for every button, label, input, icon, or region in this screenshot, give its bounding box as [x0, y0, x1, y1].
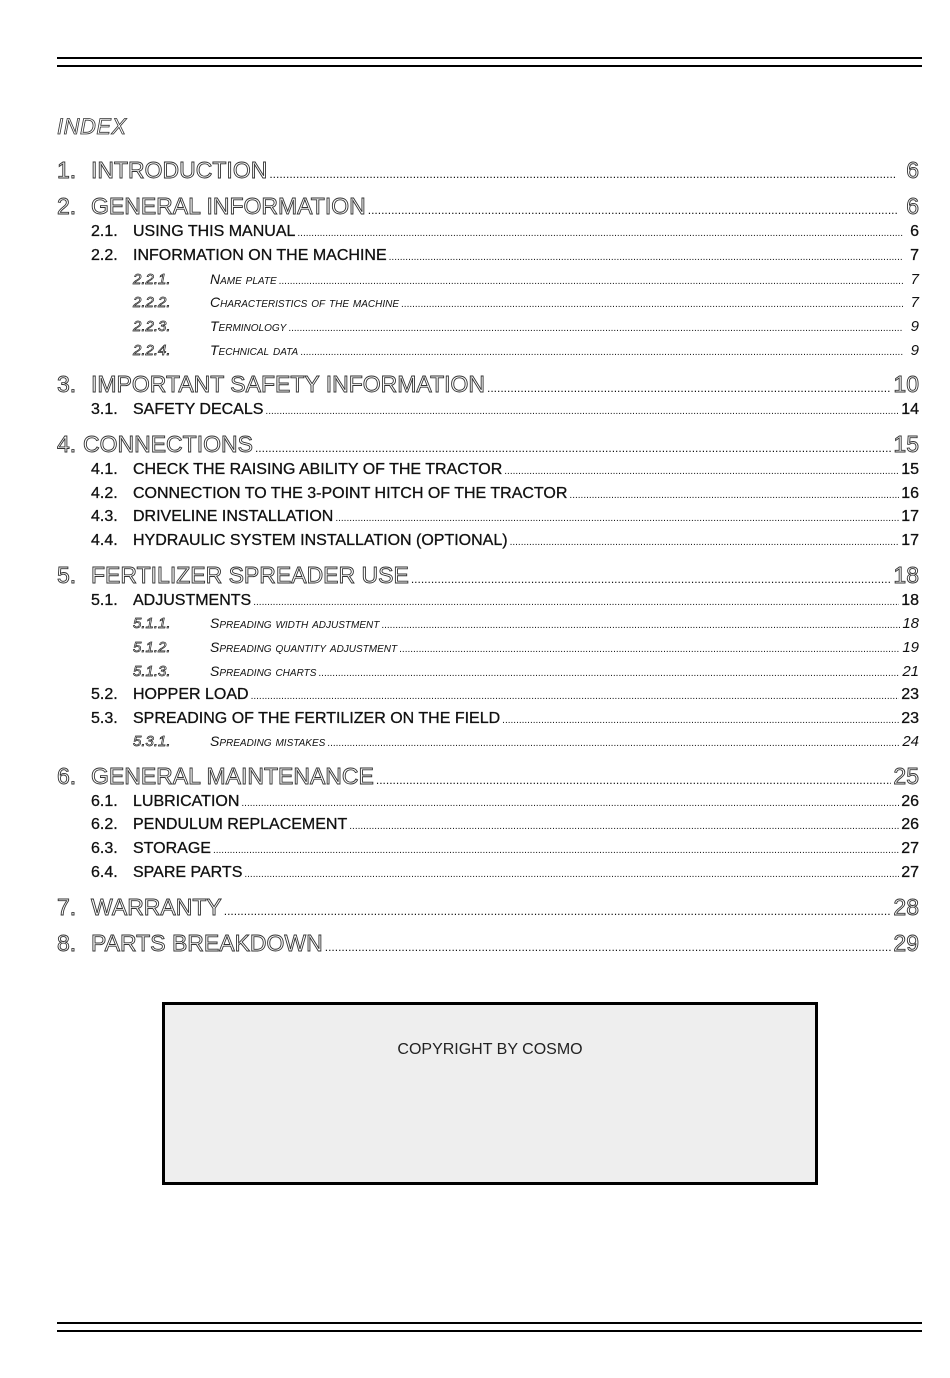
- toc-leader: [279, 276, 903, 287]
- toc-title: Spreading mistakes: [210, 733, 326, 749]
- toc-leader: [213, 845, 899, 856]
- toc-number: 5.3.1.: [133, 733, 171, 750]
- toc-page: 23: [901, 710, 919, 727]
- copyright-box: [162, 1002, 818, 1185]
- toc-page: 7: [910, 247, 919, 264]
- toc-page: 7: [910, 294, 919, 311]
- toc-number: 4.4.: [91, 532, 118, 549]
- toc-title: IMPORTANT SAFETY INFORMATION: [91, 371, 486, 397]
- toc-title: Spreading charts: [210, 663, 317, 679]
- toc-entry-3-1[interactable]: [91, 401, 919, 419]
- toc-page: 27: [901, 864, 919, 881]
- toc-leader: [224, 904, 892, 918]
- toc-title: SAFETY DECALS: [133, 401, 264, 418]
- toc-leader: [325, 940, 892, 954]
- toc-leader: [269, 167, 897, 181]
- toc-number: 5.: [57, 562, 77, 588]
- toc-title: LUBRICATION: [133, 793, 240, 810]
- toc-number: 4.3.: [91, 508, 118, 525]
- toc-number: 6.4.: [91, 864, 118, 881]
- toc-page: 26: [901, 816, 919, 833]
- toc-leader: [569, 490, 899, 501]
- toc-title: WARRANTY: [91, 894, 222, 920]
- toc-leader: [288, 323, 903, 334]
- header-rule-bottom: [57, 65, 922, 67]
- toc-leader: [327, 738, 900, 749]
- toc-leader: [504, 466, 899, 477]
- toc-page: 15: [893, 431, 919, 457]
- toc-entry-4-1[interactable]: [91, 461, 919, 479]
- toc-title: CHECK THE RAISING ABILITY OF THE TRACTOR: [133, 461, 503, 478]
- toc-page: 9: [910, 342, 919, 359]
- toc-page: 18: [901, 592, 919, 609]
- toc-page: 28: [893, 894, 919, 920]
- toc-number: 2.2.2.: [133, 294, 171, 311]
- copyright-text: COPYRIGHT BY COSMO: [397, 1041, 583, 1058]
- toc-number: 8.: [57, 930, 77, 956]
- toc-title: HOPPER LOAD: [133, 686, 249, 703]
- toc-title: PARTS BREAKDOWN: [91, 930, 323, 956]
- toc-page: 29: [893, 930, 919, 956]
- toc-leader: [349, 821, 899, 832]
- toc-entry-4-3[interactable]: [91, 508, 919, 526]
- toc-leader: [241, 798, 899, 809]
- footer-rule-top: [57, 1322, 922, 1324]
- toc-leader: [318, 668, 900, 679]
- toc-entry-5-3[interactable]: [91, 710, 919, 728]
- toc-number: 2.2.4.: [133, 342, 171, 359]
- toc-entry-2-2-3[interactable]: [133, 318, 919, 335]
- header-rule-top: [57, 57, 922, 59]
- toc-leader: [253, 597, 899, 608]
- footer-rule-bottom: [57, 1330, 922, 1332]
- toc-page: 27: [901, 840, 919, 857]
- toc-page: 15: [901, 461, 919, 478]
- toc-title: SPREADING OF THE FERTILIZER ON THE FIELD: [133, 710, 501, 727]
- toc-leader: [376, 773, 892, 787]
- toc-number: 5.1.2.: [133, 639, 171, 656]
- toc-title: Spreading quantity adjustment: [210, 639, 398, 655]
- toc-entry-5-1[interactable]: [91, 592, 919, 610]
- toc-number: 7.: [57, 894, 77, 920]
- toc-page: 9: [910, 318, 919, 335]
- toc-page: 21: [902, 663, 919, 680]
- toc-number: 6.2.: [91, 816, 118, 833]
- toc-number: 6.: [57, 763, 77, 789]
- toc-entry-2-2-4[interactable]: [133, 342, 919, 359]
- toc-title: Characteristics of the machine: [210, 294, 400, 310]
- toc-entry-5-1-2[interactable]: [133, 639, 919, 656]
- toc-leader: [487, 381, 891, 395]
- toc-leader: [510, 537, 900, 548]
- toc-title: SPARE PARTS: [133, 864, 243, 881]
- toc-number: 4.2.: [91, 485, 118, 502]
- toc-number: 2.: [57, 193, 77, 219]
- toc-title: USING THIS MANUAL: [133, 223, 296, 240]
- toc-entry-2-1[interactable]: [91, 223, 919, 241]
- toc-title: GENERAL INFORMATION: [91, 193, 366, 219]
- toc-leader: [381, 620, 900, 631]
- toc-page: 6: [906, 157, 919, 183]
- toc-entry-6-1[interactable]: [91, 793, 919, 811]
- toc-entry-5-1-1[interactable]: [133, 615, 919, 632]
- toc-page: 26: [901, 793, 919, 810]
- toc-entry-4-4[interactable]: [91, 532, 919, 550]
- toc-number: 4.1.: [91, 461, 118, 478]
- toc-title: INFORMATION ON THE MACHINE: [133, 247, 387, 264]
- index-title: INDEX: [57, 114, 127, 139]
- toc-page: 10: [893, 371, 919, 397]
- toc-entry-6[interactable]: [57, 763, 919, 790]
- toc-entry-4[interactable]: [57, 431, 919, 458]
- toc-number: 6.3.: [91, 840, 118, 857]
- toc-number: 5.2.: [91, 686, 118, 703]
- toc-entry-5-1-3[interactable]: [133, 663, 919, 680]
- toc-entry-2[interactable]: [57, 193, 919, 220]
- toc-title: PENDULUM REPLACEMENT: [133, 816, 348, 833]
- toc-entry-6-2[interactable]: [91, 816, 919, 834]
- toc-entry-5[interactable]: [57, 562, 919, 589]
- toc-entry-8[interactable]: [57, 930, 919, 957]
- toc-leader: [368, 203, 897, 217]
- toc-title: INTRODUCTION: [91, 157, 268, 183]
- toc-leader: [265, 406, 899, 417]
- toc-title: Terminology: [210, 318, 287, 334]
- toc-title: HYDRAULIC SYSTEM INSTALLATION (OPTIONAL): [133, 532, 508, 549]
- toc-leader: [244, 869, 899, 880]
- toc-number: 4.: [57, 431, 77, 457]
- toc-title: Technical data: [210, 342, 299, 358]
- toc-leader: [502, 715, 899, 726]
- toc-page: 6: [906, 193, 919, 219]
- toc-number: 3.: [57, 371, 77, 397]
- toc-leader: [401, 299, 903, 310]
- toc-leader: [411, 572, 892, 586]
- toc-entry-3[interactable]: [57, 371, 919, 398]
- toc-number: 5.1.1.: [133, 615, 171, 632]
- toc-entry-6-3[interactable]: [91, 840, 919, 858]
- toc-leader: [297, 228, 903, 239]
- toc-title: ADJUSTMENTS: [133, 592, 252, 609]
- toc-title: CONNECTION TO THE 3-POINT HITCH OF THE TRACTOR: [133, 485, 568, 502]
- toc-title: FERTILIZER SPREADER USE: [91, 562, 409, 588]
- toc-number: 2.2.: [91, 247, 118, 264]
- toc-title: Name plate: [210, 271, 277, 287]
- toc-page: 18: [893, 562, 919, 588]
- toc-number: 1.: [57, 157, 77, 183]
- toc-page: 6: [910, 223, 919, 240]
- toc-number: 2.2.3.: [133, 318, 171, 335]
- toc-entry-5-3-1[interactable]: [133, 733, 919, 750]
- toc-title: DRIVELINE INSTALLATION: [133, 508, 334, 525]
- toc-number: 2.2.1.: [133, 271, 171, 288]
- toc-number: 5.1.3.: [133, 663, 171, 680]
- toc-title: STORAGE: [133, 840, 211, 857]
- toc-number: 5.3.: [91, 710, 118, 727]
- toc-page: 14: [901, 401, 919, 418]
- toc-entry-1[interactable]: [57, 157, 919, 184]
- toc-page: 7: [910, 271, 919, 288]
- toc-number: 2.1.: [91, 223, 118, 240]
- toc-page: 17: [901, 508, 919, 525]
- toc-page: 25: [893, 763, 919, 789]
- toc-page: 18: [902, 615, 919, 632]
- toc-title: CONNECTIONS: [83, 431, 253, 457]
- toc-number: 3.1.: [91, 401, 118, 418]
- toc-entry-2-2[interactable]: [91, 247, 919, 265]
- toc-page: 19: [902, 639, 919, 656]
- toc-number: 5.1.: [91, 592, 118, 609]
- toc-title: Spreading width adjustment: [210, 615, 380, 631]
- toc-leader: [251, 691, 900, 702]
- toc-number: 6.1.: [91, 793, 118, 810]
- toc-entry-6-4[interactable]: [91, 864, 919, 882]
- toc-entry-2-2-1[interactable]: [133, 271, 919, 288]
- toc-title: GENERAL MAINTENANCE: [91, 763, 374, 789]
- toc-leader: [389, 252, 903, 263]
- toc-entry-2-2-2[interactable]: [133, 294, 919, 311]
- toc-page: 17: [901, 532, 919, 549]
- toc-leader: [300, 347, 903, 358]
- toc-entry-4-2[interactable]: [91, 485, 919, 503]
- toc-leader: [399, 644, 900, 655]
- toc-entry-7[interactable]: [57, 894, 919, 921]
- toc-page: 16: [901, 485, 919, 502]
- toc-leader: [255, 441, 891, 455]
- toc-page: 24: [902, 733, 919, 750]
- toc-leader: [335, 513, 899, 524]
- toc-entry-5-2[interactable]: [91, 686, 919, 704]
- toc-page: 23: [901, 686, 919, 703]
